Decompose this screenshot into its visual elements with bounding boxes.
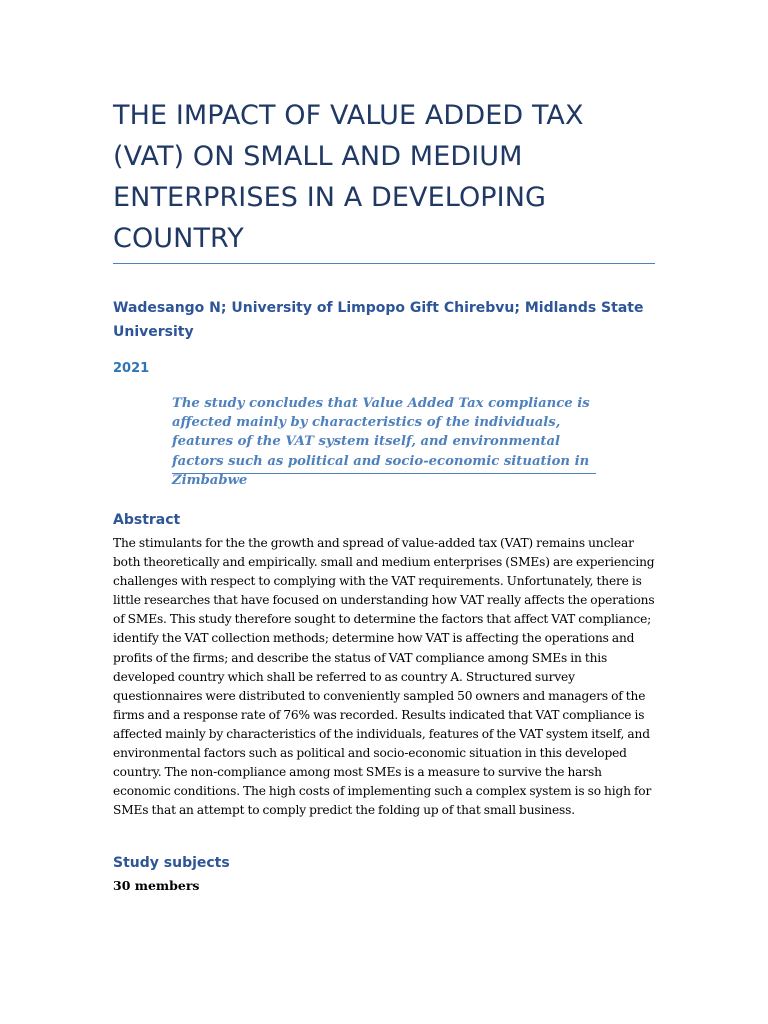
study-subjects-heading: Study subjects [113, 855, 230, 871]
document-title: THE IMPACT OF VALUE ADDED TAX (VAT) ON SMALL AND MEDIUM ENTERPRISES IN A DEVELOPING COUNTRY [113, 100, 584, 254]
title-divider [113, 263, 655, 264]
highlight-quote: The study concludes that Value Added Tax compliance is affected mainly by characteristics of the individuals, features of the VAT system itself, and environmental factors such as political and socio-economic situation in Zimbabwe [172, 396, 590, 488]
study-subjects-value: 30 members [113, 878, 200, 893]
publication-year: 2021 [113, 361, 150, 376]
abstract-heading: Abstract [113, 512, 181, 528]
authors-line: Wadesango N; University of Limpopo Gift Chirebvu; Midlands State University [113, 300, 644, 340]
quote-divider [172, 473, 596, 474]
abstract-body: The stimulants for the the growth and spread of value-added tax (VAT) remains unclear both theoretically and empirically. small and medium enterprises (SMEs) are experiencing challenges with respect to complying with the VAT requirements. Unfortunately, there is little researches that have focused on understanding how VAT really affects the operations of SMEs. This study therefore sought to determine the factors that affect VAT compliance; identify the VAT collection methods; determine how VAT is affecting the operations and profits of the firms; and describe the status of VAT compliance among SMEs in this developed country which shall be referred to as country A. Structured survey questionnaires were distributed to conveniently sampled 50 owners and managers of the firms and a response rate of 76% was recorded. Results indicated that VAT compliance is affected mainly by characteristics of the individuals, features of the VAT system itself, and environmental factors such as political and socio-economic situation in this developed country. The non-compliance among most SMEs is a measure to survive the harsh economic conditions. The high costs of implementing such a complex system is so high for SMEs that an attempt to comply predict the folding up of that small business. [113, 536, 655, 818]
